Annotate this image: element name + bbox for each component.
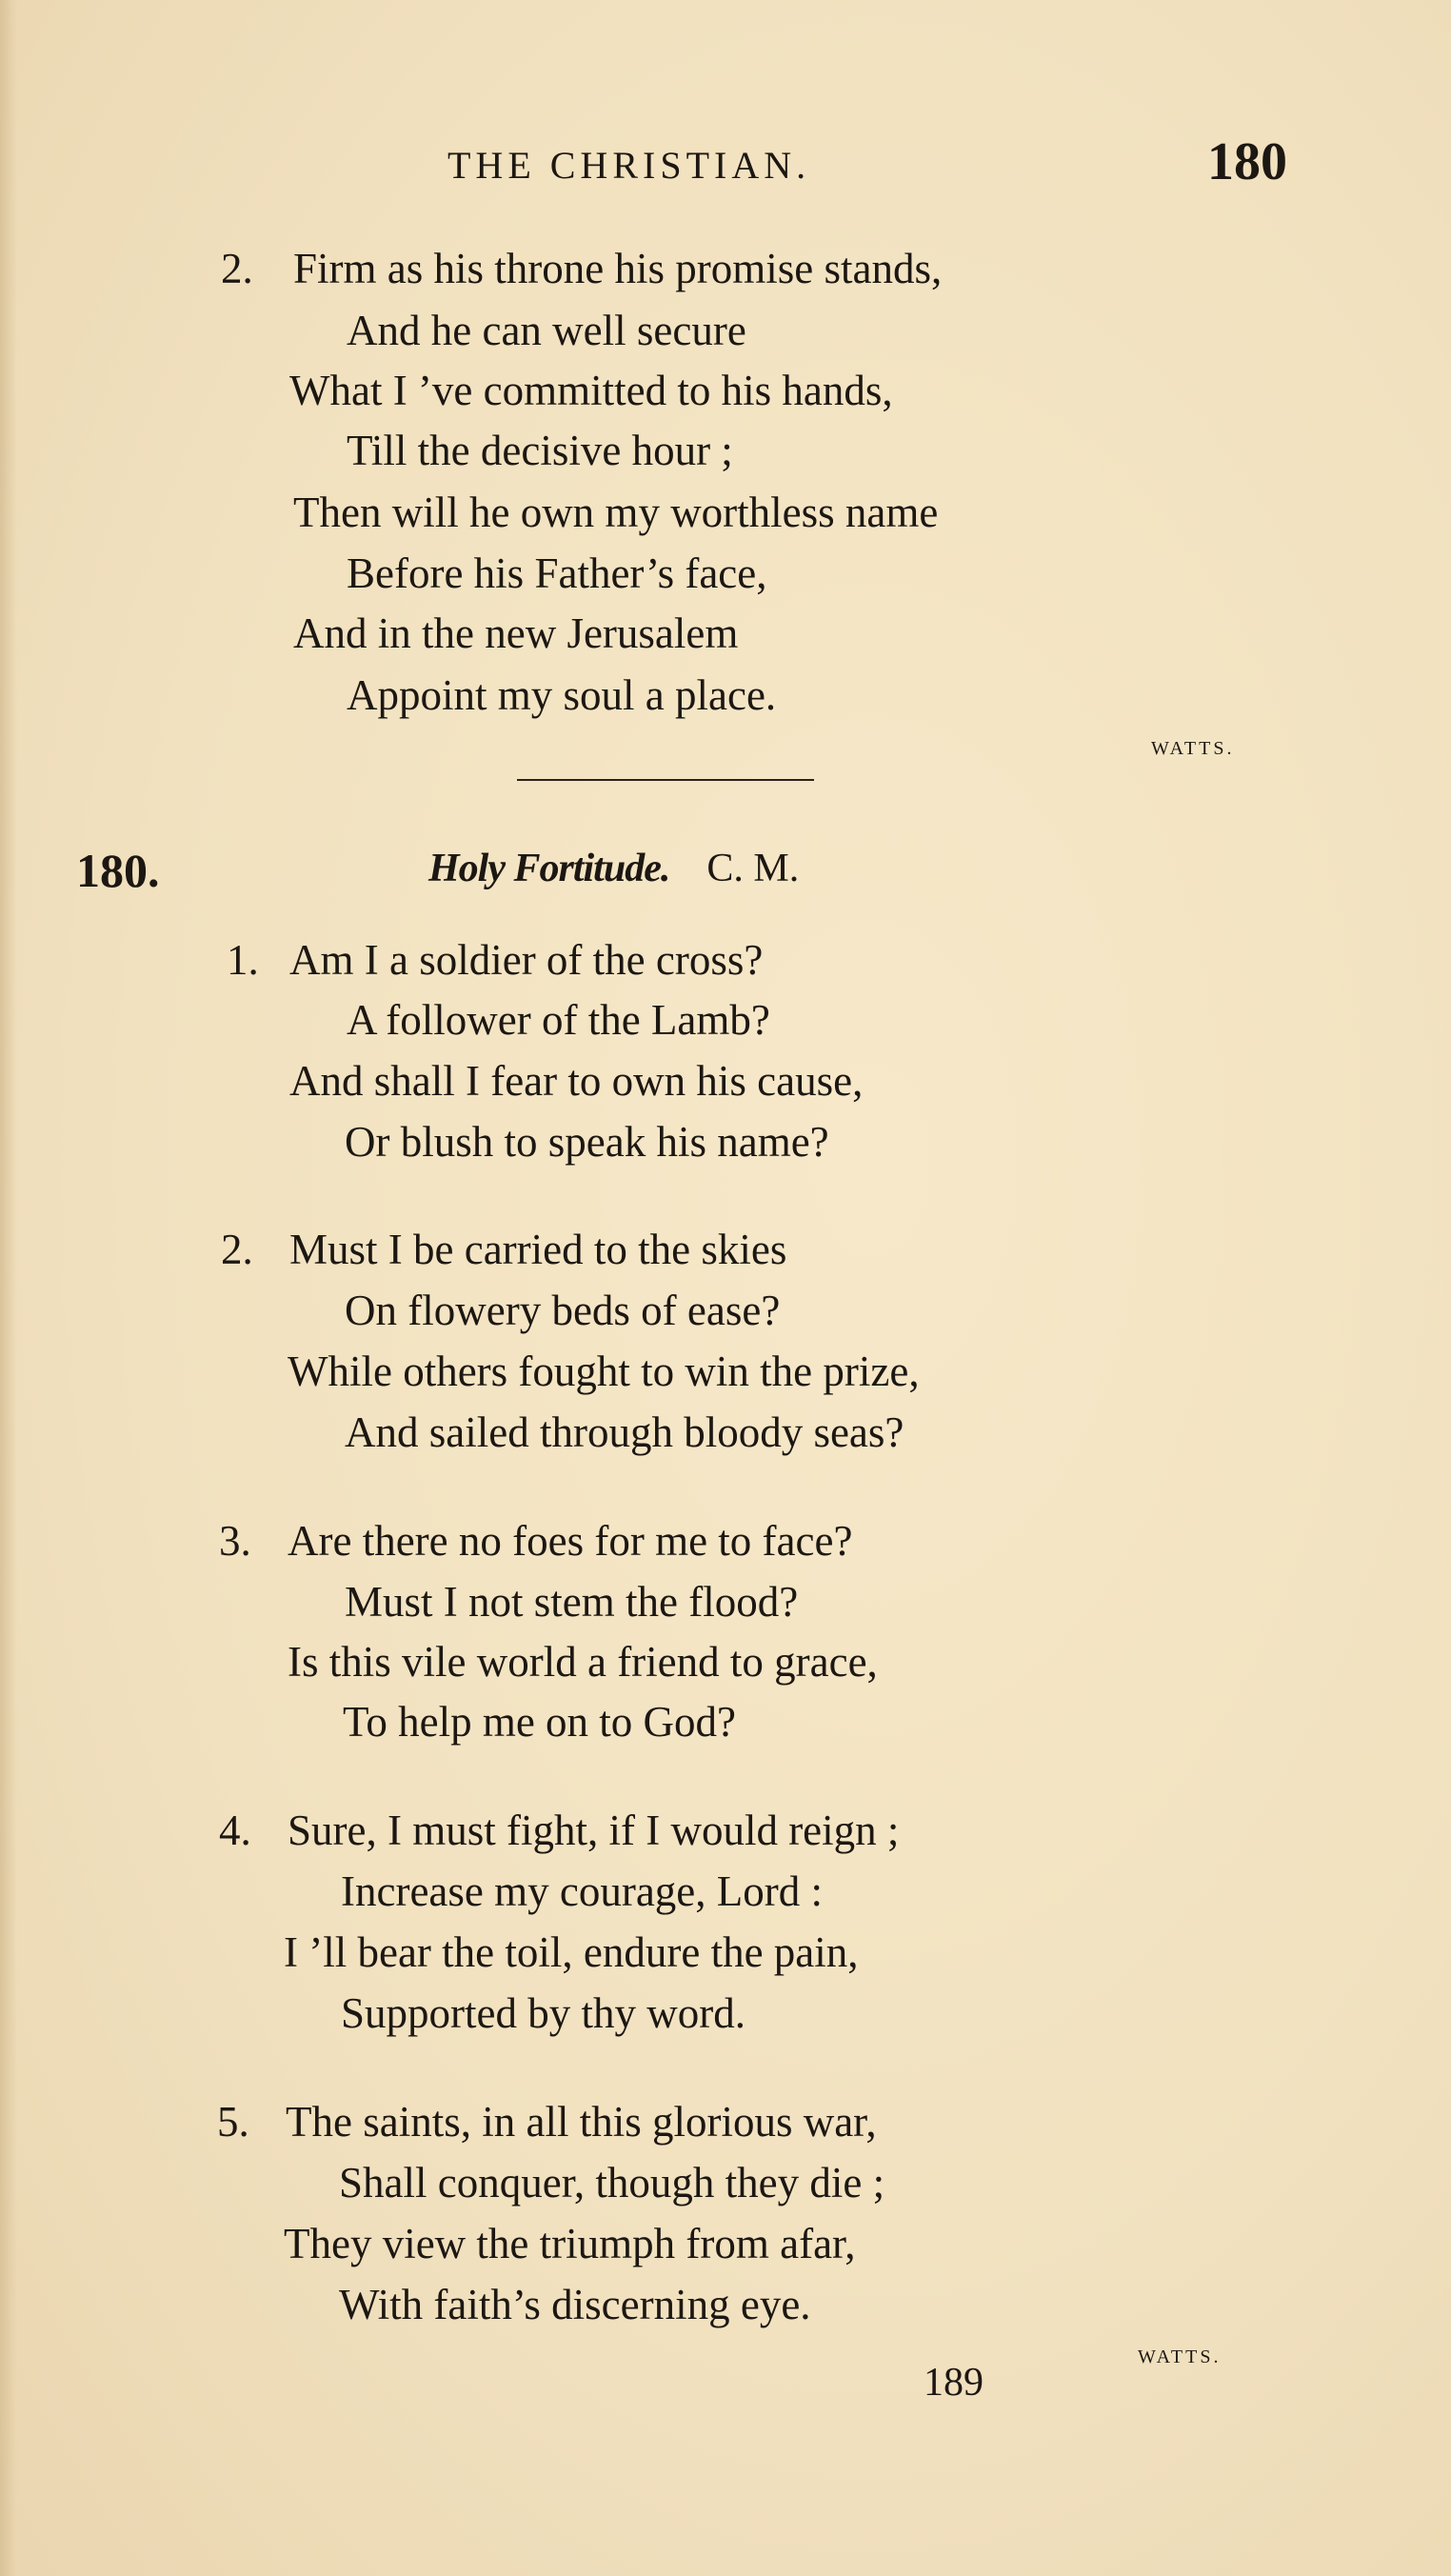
verse-line: Shall conquer, though they die ; bbox=[339, 2159, 885, 2207]
verse-line: To help me on to God? bbox=[343, 1698, 737, 1746]
stanza-number: 2. bbox=[221, 245, 253, 292]
verse-line: What I ’ve committed to his hands, bbox=[289, 367, 893, 414]
section-divider bbox=[517, 779, 814, 781]
stanza-number: 5. bbox=[217, 2098, 249, 2146]
verse-line: Am I a soldier of the cross? bbox=[289, 936, 764, 984]
hymn-title: Holy Fortitude. bbox=[428, 847, 670, 890]
verse-line: On flowery beds of ease? bbox=[345, 1287, 781, 1334]
hymn-heading bbox=[428, 846, 799, 891]
running-head: THE CHRISTIAN. bbox=[447, 144, 811, 187]
verse-line: A follower of the Lamb? bbox=[347, 996, 770, 1044]
verse-line: Must I not stem the flood? bbox=[345, 1578, 799, 1626]
attribution: WATTS. bbox=[1151, 738, 1235, 759]
verse-line: And in the new Jerusalem bbox=[293, 609, 739, 657]
stanza-number: 1. bbox=[227, 936, 259, 984]
verse-line: With faith’s discerning eye. bbox=[339, 2281, 811, 2328]
verse-line: Supported by thy word. bbox=[341, 1989, 745, 2037]
verse-line: I ’ll bear the toil, endure the pain, bbox=[284, 1928, 859, 1976]
verse-line: They view the triumph from afar, bbox=[284, 2220, 856, 2267]
verse-line: Then will he own my worthless name bbox=[293, 489, 939, 536]
verse-line: Before his Father’s face, bbox=[347, 549, 767, 597]
header-page-number: 180 bbox=[1207, 132, 1287, 191]
verse-line: Is this vile world a friend to grace, bbox=[288, 1638, 878, 1686]
verse-line: And sailed through bloody seas? bbox=[345, 1408, 904, 1456]
page-edge-shadow bbox=[0, 0, 17, 2576]
verse-line: While others fought to win the prize, bbox=[288, 1348, 920, 1395]
verse-line: And shall I fear to own his cause, bbox=[289, 1057, 864, 1105]
verse-line: Must I be carried to the skies bbox=[289, 1226, 787, 1273]
stanza-number: 2. bbox=[221, 1226, 253, 1273]
stanza-number: 3. bbox=[219, 1517, 251, 1565]
verse-line: Till the decisive hour ; bbox=[347, 427, 733, 474]
verse-line: Firm as his throne his promise stands, bbox=[293, 245, 943, 292]
verse-line: Sure, I must fight, if I would reign ; bbox=[288, 1807, 900, 1854]
hymn-number: 180. bbox=[76, 844, 160, 897]
verse-line: The saints, in all this glorious war, bbox=[286, 2098, 877, 2146]
verse-line: Or blush to speak his name? bbox=[345, 1118, 829, 1166]
verse-line: And he can well secure bbox=[347, 307, 746, 354]
verse-line: Appoint my soul a place. bbox=[347, 671, 777, 719]
verse-line: Are there no foes for me to face? bbox=[288, 1517, 853, 1565]
verse-line: Increase my courage, Lord : bbox=[341, 1867, 824, 1915]
stanza-number: 4. bbox=[219, 1807, 251, 1854]
footer-page-number: 189 bbox=[924, 2361, 984, 2405]
hymn-meter: C. M. bbox=[706, 847, 800, 890]
attribution: WATTS. bbox=[1138, 2346, 1222, 2367]
